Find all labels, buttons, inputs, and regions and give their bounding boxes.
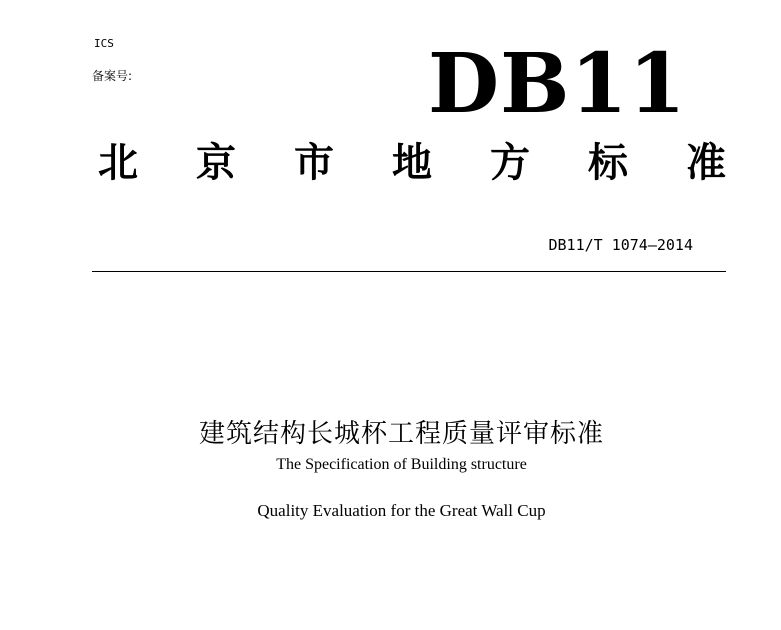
heading-char: 北 [98, 140, 138, 186]
heading-char: 方 [490, 140, 530, 186]
header-divider [92, 271, 726, 272]
document-title-english-line2: Quality Evaluation for the Great Wall Cup [257, 501, 546, 520]
heading-char: 准 [686, 140, 726, 186]
heading-char: 京 [196, 140, 236, 186]
record-number-label: 备案号: [92, 69, 133, 83]
db11-logo: DB11 [428, 36, 687, 132]
document-title-chinese: 建筑结构长城杯工程质量评审标准 [198, 419, 604, 449]
heading-char: 地 [392, 140, 432, 186]
heading-char: 市 [294, 140, 334, 186]
standard-type-heading [92, 138, 732, 188]
ics-label: ICS [94, 37, 114, 50]
document-title-english-line1: The Specification of Building structure [276, 456, 527, 473]
standard-number: DB11/T 1074—2014 [548, 236, 693, 254]
heading-char: 标 [588, 140, 628, 186]
